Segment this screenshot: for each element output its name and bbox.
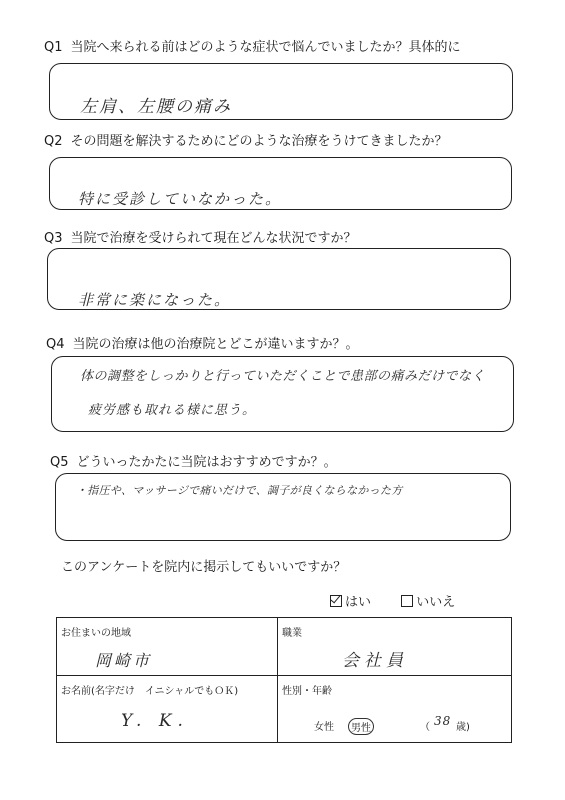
address-cell	[57, 618, 278, 676]
address-label: お住まいの地域	[61, 628, 131, 639]
sex-age-cell	[278, 676, 512, 743]
question-1-text: 当院へ来られる前はどのような症状で悩んでいましたか？具体的に	[70, 40, 461, 55]
consent-yes-checkbox[interactable]	[330, 595, 342, 607]
answer-3-handwriting: 非常に楽になった。	[78, 291, 232, 309]
age-open-paren: （	[420, 722, 430, 733]
age-close-unit: 歳)	[456, 722, 470, 733]
question-5-text: どういったかたに当院はおすすめですか？。	[76, 455, 337, 470]
question-4-number: Q4	[46, 337, 65, 352]
answer-box-4	[51, 356, 514, 432]
name-cell	[57, 676, 278, 743]
male-option-circled: 男性	[348, 718, 374, 735]
consent-question: このアンケートを院内に掲示してもいいですか？	[61, 560, 347, 575]
job-label: 職業	[282, 628, 302, 639]
answer-box-5	[55, 473, 511, 541]
job-cell	[278, 618, 512, 676]
question-4	[46, 337, 359, 353]
answer-box-3	[47, 248, 511, 310]
question-2	[44, 134, 448, 150]
respondent-info-table	[56, 617, 512, 743]
consent-no-checkbox[interactable]	[401, 595, 413, 607]
question-2-text: その問題を解決するためにどのような治療をうけてきましたか？	[70, 134, 448, 149]
consent-yes-label: はい	[345, 595, 372, 610]
answer-box-1	[49, 63, 513, 120]
answer-2-handwriting: 特に受診していなかった。	[78, 190, 283, 208]
question-2-number: Q2	[44, 134, 63, 149]
name-label: お名前(名字だけ イニシャルでもＯＫ)	[61, 686, 239, 697]
question-3-text: 当院で治療を受けられて現在どんな状況ですか？	[70, 231, 357, 246]
answer-4-handwriting-line-1: 体の調整をしっかりと行っていただくことで患部の痛みだけでなく	[80, 369, 486, 384]
consent-options	[330, 591, 455, 610]
question-5	[50, 455, 337, 471]
answer-box-2	[49, 157, 512, 210]
answer-5-handwriting: ・指圧や、マッサージで痛いだけで、調子が良くならなかった方	[76, 484, 403, 497]
address-value: 岡崎市	[95, 651, 153, 670]
age-value: 38	[434, 714, 452, 728]
sex-age-label: 性別・年齢	[282, 686, 332, 697]
question-1	[44, 40, 461, 56]
answer-4-handwriting-line-2: 疲労感も取れる様に思う。	[88, 403, 257, 418]
question-1-number: Q1	[44, 40, 63, 55]
question-5-number: Q5	[50, 455, 69, 470]
answer-1-handwriting: 左肩、左腰の痛み	[80, 97, 232, 117]
question-3-number: Q3	[44, 231, 63, 246]
female-option: 女性	[314, 722, 334, 733]
job-value: 会社員	[342, 651, 408, 671]
consent-no-label: いいえ	[416, 595, 456, 610]
name-value: Y. K.	[121, 711, 189, 731]
question-4-text: 当院の治療は他の治療院とどこが違いますか？。	[72, 337, 359, 352]
question-3	[44, 231, 357, 247]
